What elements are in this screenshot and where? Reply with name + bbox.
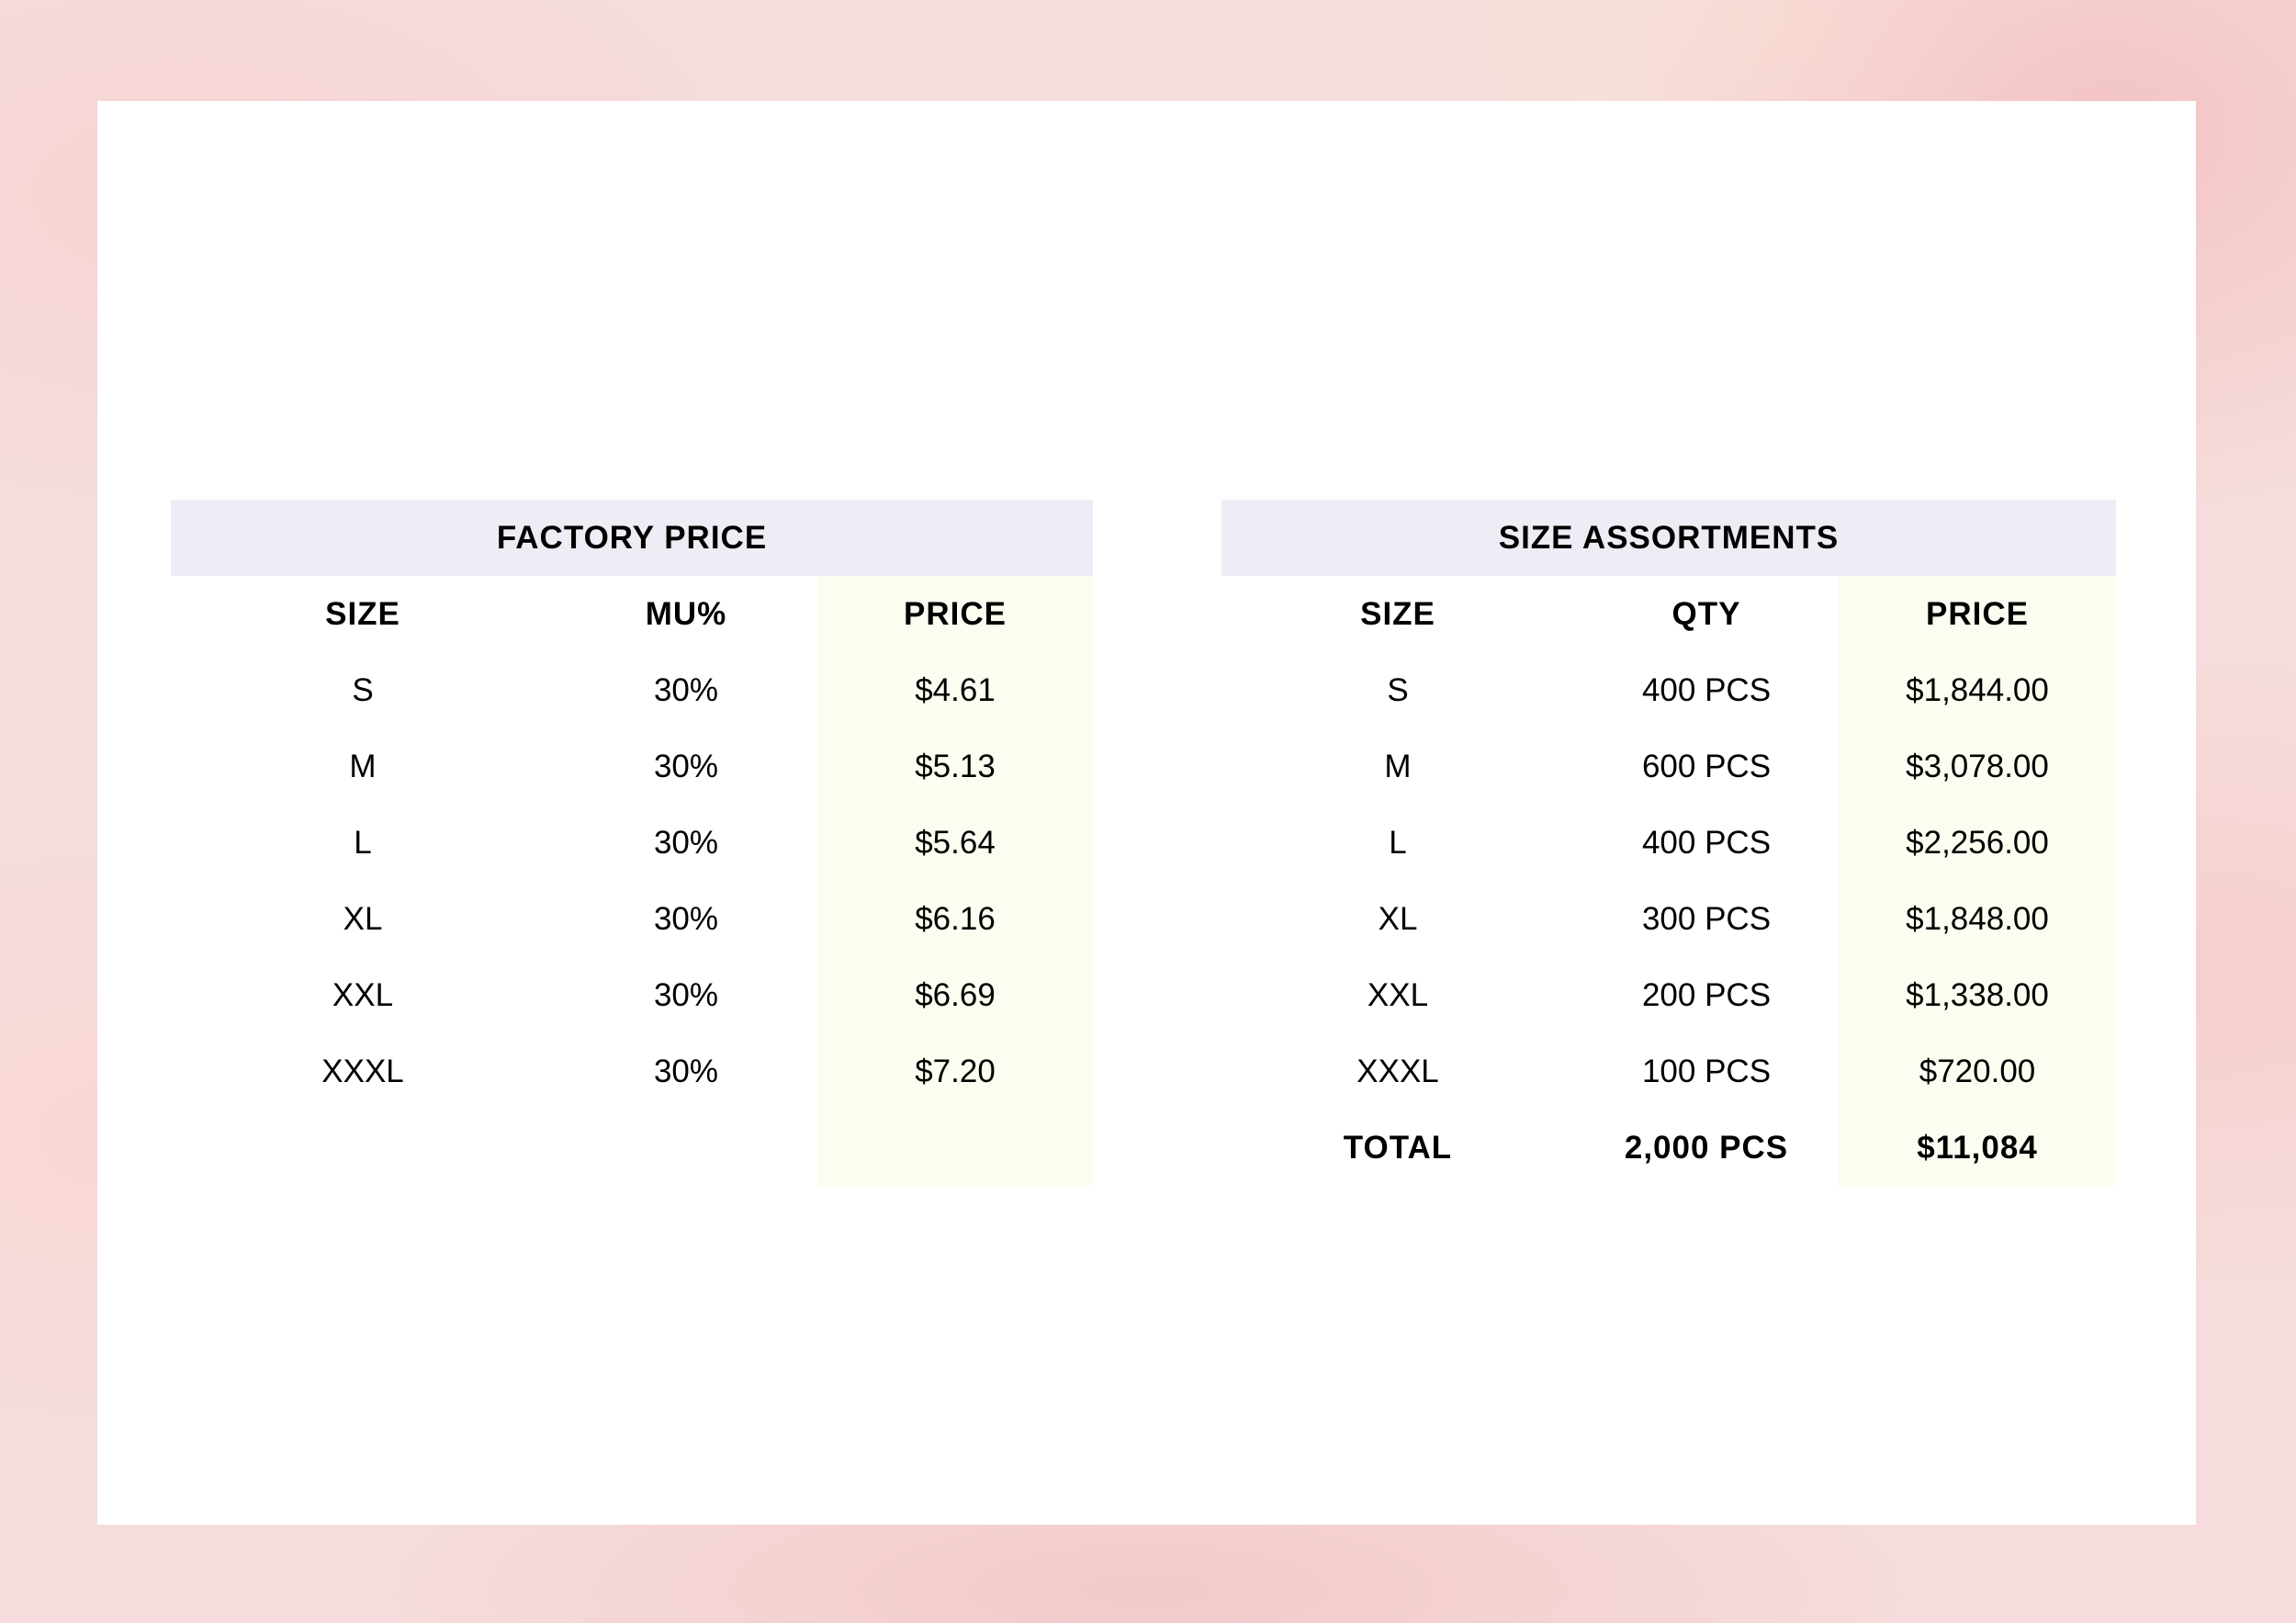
price-cell: $1,844.00 bbox=[1839, 652, 2116, 728]
table-row bbox=[1221, 728, 2116, 805]
table-header-row bbox=[171, 576, 1093, 652]
price-cell: $6.69 bbox=[817, 957, 1093, 1033]
price-cell: $1,848.00 bbox=[1839, 881, 2116, 957]
table-row bbox=[171, 805, 1093, 881]
qty-cell: 600 PCS bbox=[1641, 748, 1772, 784]
table-title-row bbox=[171, 500, 1093, 576]
qty-cell: 400 PCS bbox=[1641, 824, 1772, 861]
table-row bbox=[171, 728, 1093, 805]
document-card bbox=[97, 101, 2196, 1525]
price-cell: $7.20 bbox=[817, 1033, 1093, 1110]
column-header-size: SIZE bbox=[1360, 595, 1435, 632]
price-cell: $3,078.00 bbox=[1839, 728, 2116, 805]
column-header-mu: MU% bbox=[645, 595, 727, 632]
table-row bbox=[1221, 652, 2116, 728]
table-title-row bbox=[1221, 500, 2116, 576]
size-cell: XL bbox=[343, 900, 383, 937]
total-label: TOTAL bbox=[1343, 1129, 1453, 1166]
qty-cell: 200 PCS bbox=[1641, 976, 1772, 1013]
price-cell: $1,338.00 bbox=[1839, 957, 2116, 1033]
table-row bbox=[1221, 957, 2116, 1033]
price-cell: $6.16 bbox=[817, 881, 1093, 957]
table-row bbox=[171, 1033, 1093, 1110]
table-row bbox=[1221, 1033, 2116, 1110]
mu-cell: 30% bbox=[653, 1053, 719, 1089]
size-assortments-title: SIZE ASSORTMENTS bbox=[1221, 500, 2116, 576]
factory-price-title: FACTORY PRICE bbox=[171, 500, 1093, 576]
price-cell: $2,256.00 bbox=[1839, 805, 2116, 881]
column-header-qty: QTY bbox=[1671, 595, 1741, 632]
total-qty: 2,000 PCS bbox=[1624, 1129, 1789, 1166]
size-cell: XL bbox=[1378, 900, 1418, 937]
table-row bbox=[171, 652, 1093, 728]
size-cell: XXXL bbox=[321, 1053, 404, 1089]
size-cell: L bbox=[354, 824, 372, 861]
price-cell: $5.64 bbox=[817, 805, 1093, 881]
size-cell: XXXL bbox=[1356, 1053, 1439, 1089]
qty-cell: 100 PCS bbox=[1641, 1053, 1772, 1089]
table-row bbox=[171, 881, 1093, 957]
mu-cell: 30% bbox=[653, 824, 719, 861]
size-cell: XXL bbox=[1367, 976, 1429, 1013]
qty-cell: 400 PCS bbox=[1641, 671, 1772, 708]
empty-price-cell bbox=[817, 1110, 1093, 1186]
size-cell: M bbox=[1384, 748, 1412, 784]
price-cell: $720.00 bbox=[1839, 1033, 2116, 1110]
empty-row bbox=[171, 1110, 1093, 1186]
table-row bbox=[1221, 805, 2116, 881]
table-row bbox=[1221, 881, 2116, 957]
size-cell: S bbox=[352, 671, 374, 708]
table-row bbox=[171, 957, 1093, 1033]
size-cell: M bbox=[349, 748, 377, 784]
column-header-size: SIZE bbox=[325, 595, 400, 632]
table-header-row bbox=[1221, 576, 2116, 652]
mu-cell: 30% bbox=[653, 671, 719, 708]
size-cell: XXL bbox=[332, 976, 394, 1013]
total-row bbox=[1221, 1110, 2116, 1186]
qty-cell: 300 PCS bbox=[1641, 900, 1772, 937]
column-header-price: PRICE bbox=[1839, 576, 2116, 652]
mu-cell: 30% bbox=[653, 748, 719, 784]
size-assortments-table bbox=[1221, 500, 2116, 1186]
size-cell: S bbox=[1387, 671, 1409, 708]
total-price: $11,084 bbox=[1839, 1110, 2116, 1186]
empty-cell bbox=[555, 1110, 817, 1186]
size-cell: L bbox=[1389, 824, 1407, 861]
empty-cell bbox=[171, 1110, 555, 1186]
mu-cell: 30% bbox=[653, 900, 719, 937]
price-cell: $4.61 bbox=[817, 652, 1093, 728]
mu-cell: 30% bbox=[653, 976, 719, 1013]
column-header-price: PRICE bbox=[817, 576, 1093, 652]
price-cell: $5.13 bbox=[817, 728, 1093, 805]
factory-price-table bbox=[171, 500, 1093, 1186]
